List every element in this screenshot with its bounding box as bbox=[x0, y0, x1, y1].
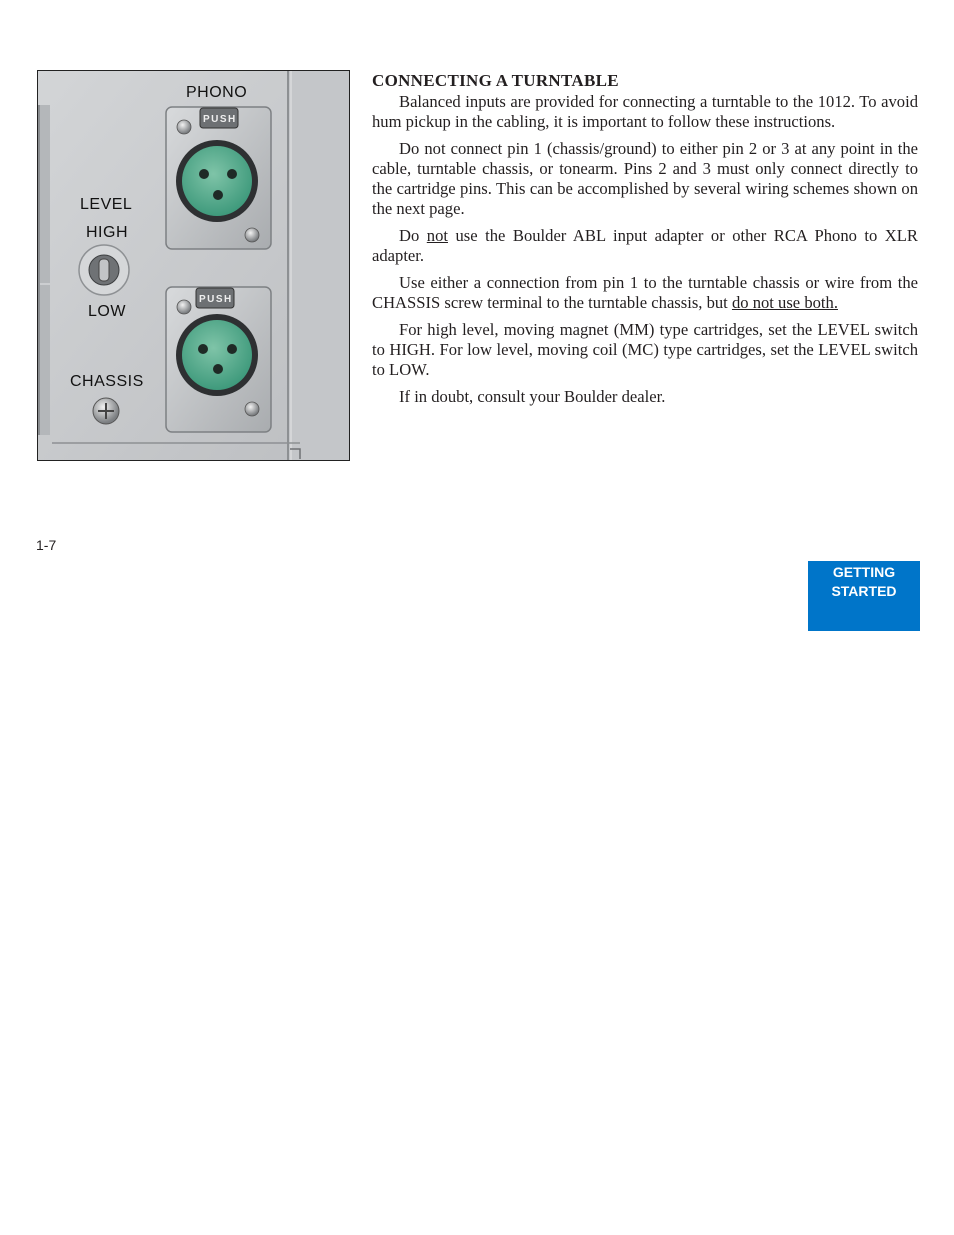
tab-label-line1: GETTING bbox=[832, 564, 896, 580]
emphasis-do-not-use-both: do not use both. bbox=[731, 293, 838, 312]
text-run: Do bbox=[399, 226, 427, 245]
page-number: 1-7 bbox=[36, 537, 57, 553]
phono-label: PHONO bbox=[186, 84, 248, 101]
paragraph-intro: Balanced inputs are provided for connecting a turntable to the 1012. To avoid hum pickup in the cabling, it is important to follow these instructions. bbox=[372, 92, 918, 131]
rear-panel-photo bbox=[37, 70, 350, 461]
paragraph-adapter bbox=[372, 226, 918, 266]
chassis-label: CHASSIS bbox=[70, 373, 144, 390]
high-label: HIGH bbox=[86, 224, 128, 241]
push-latch-label: PUSH bbox=[203, 114, 237, 125]
level-toggle-switch bbox=[79, 245, 129, 295]
low-label: LOW bbox=[88, 303, 126, 320]
xlr-connector-lower bbox=[166, 287, 271, 432]
tab-label-line2: STARTED bbox=[831, 583, 897, 599]
paragraph-chassis bbox=[372, 273, 918, 313]
level-label: LEVEL bbox=[80, 196, 133, 213]
emphasis-not: not bbox=[426, 226, 448, 245]
paragraph-dealer: If in doubt, consult your Boulder dealer. bbox=[399, 387, 666, 406]
paragraph-pin1: Do not connect pin 1 (chassis/ground) to either pin 2 or 3 at any point in the cable, turntable chassis, or tonearm. Pins 2 and 3 must only connect directly to the cartridge pins. This can be accomplished by several wiring schemes shown on the next page. bbox=[372, 139, 918, 218]
xlr-connector-upper bbox=[166, 107, 271, 249]
section-body bbox=[372, 70, 918, 414]
push-latch-label: PUSH bbox=[199, 294, 233, 305]
chassis-screw-icon bbox=[93, 398, 119, 424]
section-tab bbox=[808, 561, 920, 631]
text-run: use the Boulder ABL input adapter or other RCA Phono to XLR adapter. bbox=[372, 226, 918, 265]
text-run: Use either a connection from pin 1 to the turntable chassis or wire from the CHASSIS screw terminal to the turntable chassis, but bbox=[372, 273, 918, 312]
section-heading: CONNECTING A TURNTABLE bbox=[372, 71, 619, 90]
paragraph-level: For high level, moving magnet (MM) type cartridges, set the LEVEL switch to HIGH. For low level, moving coil (MC) type cartridges, set the LEVEL switch to LOW. bbox=[372, 320, 918, 379]
